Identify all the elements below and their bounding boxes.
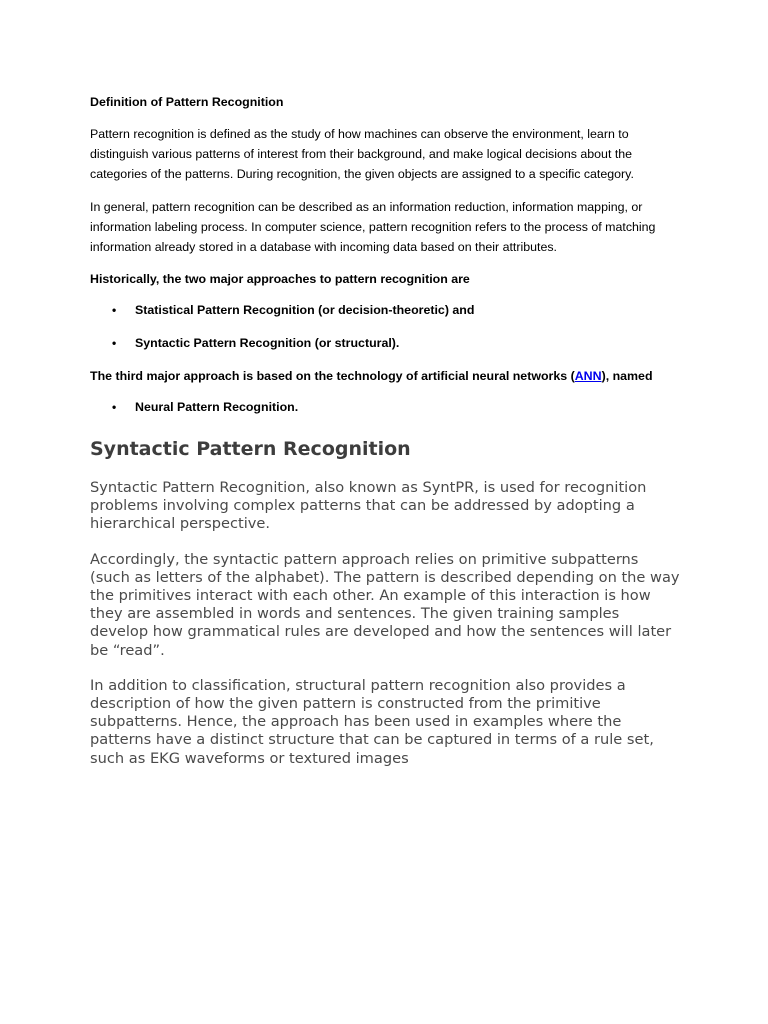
list-item [90, 398, 680, 416]
approach-label: Syntactic Pattern Recognition (or structural). [135, 336, 400, 350]
list-item [90, 301, 680, 319]
list-item [90, 334, 680, 352]
neural-approach-label: Neural Pattern Recognition. [135, 400, 299, 414]
third-approach-text [90, 367, 680, 385]
section-paragraph-2: Accordingly, the syntactic pattern approach relies on primitive subpatterns (such as letters of the alphabet). The pattern is described depending on the way the primitives interact with each other. An example of this interaction is how they are assembled in words and sentences. The given training samples develop how grammatical rules are developed and how the sentences will later be “read”. [90, 550, 680, 659]
section-paragraph-3: In addition to classification, structural pattern recognition also provides a description of how the given pattern is constructed from the primitive subpatterns. Hence, the approach has been used in examples where the patterns have a distinct structure that can be captured in terms of a rule set, such as EKG waveforms or textured images [90, 676, 654, 767]
general-paragraph: In general, pattern recognition can be described as an information reduction, information mapping, or information labeling process. In computer science, pattern recognition refers to the process of matching information already stored in a database with incoming data based on their attributes. [90, 200, 656, 254]
bullet-icon: • [112, 400, 117, 414]
third-approach-suffix: ), named [601, 369, 653, 383]
bullet-icon: • [112, 336, 117, 350]
approach-label: Statistical Pattern Recognition (or decision-theoretic) and [135, 303, 475, 317]
section-paragraph-1: Syntactic Pattern Recognition, also known as SyntPR, is used for recognition problems involving complex patterns that can be addressed by adopting a hierarchical perspective. [90, 479, 647, 533]
section-title: Syntactic Pattern Recognition [90, 438, 411, 460]
bullet-icon: • [112, 303, 117, 317]
ann-link[interactable]: ANN [574, 369, 602, 383]
definition-heading: Definition of Pattern Recognition [90, 95, 284, 109]
historical-heading: Historically, the two major approaches to pattern recognition are [90, 272, 470, 286]
approaches-list [90, 301, 680, 352]
intro-paragraph: Pattern recognition is defined as the study of how machines can observe the environment, learn to distinguish various patterns of interest from their background, and make logical decisions about the categories of the patterns. During recognition, the given objects are assigned to a specific category. [90, 127, 634, 181]
neural-list [90, 398, 680, 416]
document-content [90, 93, 680, 768]
third-approach-prefix: The third major approach is based on the technology of artificial neural networks ( [90, 369, 575, 383]
